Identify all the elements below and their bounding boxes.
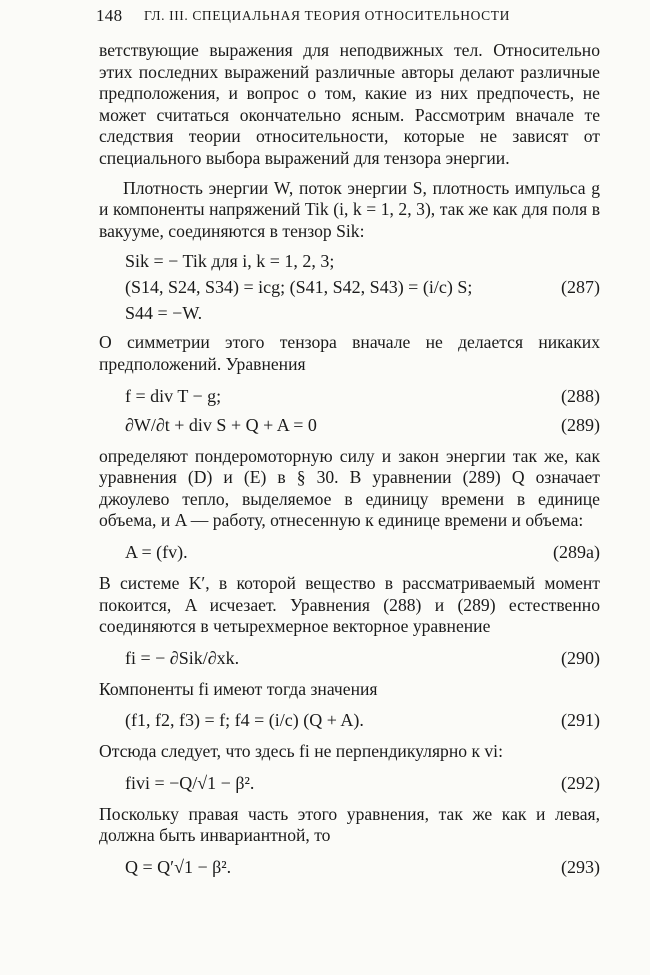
paragraph-3: О симметрии этого тензора вначале не делается никаких предположений. Уравнения — [99, 332, 600, 374]
equation-number-289a: (289a) — [553, 541, 600, 562]
paragraph-8: Поскольку правая часть этого уравнения, так же как и левая, должна быть инвариантной, то — [99, 803, 600, 846]
paragraph-2: Плотность энергии W, поток энергии S, плотность импульса g и компоненты напряжений Tik (i, k = 1, 2, 3), так же как для поля в вакууме, соединяются в тензор Sik: — [99, 177, 600, 241]
equation-number-290: (290) — [561, 647, 600, 668]
running-title: ГЛ. III. СПЕЦИАЛЬНАЯ ТЕОРИЯ ОТНОСИТЕЛЬНОСТИ — [144, 8, 510, 23]
page-header — [96, 6, 596, 30]
paragraph-5: В системе K′, в которой вещество в рассматриваемый момент покоится, A исчезает. Уравнения (288) и (289) естественно соединяются в четырехмерное векторное уравнение — [99, 572, 600, 637]
equation-number-288: (288) — [561, 385, 600, 406]
equation-290: fi = − ∂Sik/∂xk. — [125, 647, 240, 668]
paragraph-6: Компоненты fi имеют тогда значения — [99, 678, 378, 699]
equation-287-c: S44 = −W. — [125, 303, 203, 324]
equation-287-b: (S14, S24, S34) = icg; (S41, S42, S43) = (i/c) S; — [125, 277, 473, 298]
equation-289: ∂W/∂t + div S + Q + A = 0 — [125, 414, 317, 435]
equation-293-row — [125, 853, 600, 882]
equation-290-row — [125, 644, 600, 673]
page-number: 148 — [96, 6, 123, 25]
equation-number-289: (289) — [561, 414, 600, 435]
equation-291-row — [125, 706, 600, 735]
paragraph-1: ветствующие выражения для неподвижных тел. Относительно этих последних выражений различные авторы делают различные предположения, и вопрос о том, какие из них предпочесть, не может считаться окончательно ясным. Рассмотрим вначале те следствия теории относительности, которые не зависят от специального выбора выражений для тензора энергии. — [99, 40, 600, 168]
equation-289-row — [125, 411, 600, 440]
equation-287-line-2 — [125, 274, 600, 300]
equation-group-287 — [125, 248, 600, 326]
equation-number-292: (292) — [561, 772, 600, 793]
page-body — [99, 40, 600, 888]
equation-group-288-289 — [125, 382, 600, 440]
equation-number-287: (287) — [561, 277, 600, 298]
equation-group-293 — [125, 853, 600, 882]
equation-group-290 — [125, 644, 600, 673]
equation-289a-row — [125, 538, 600, 567]
equation-287-a: Sik = − Tik для i, k = 1, 2, 3; — [125, 251, 335, 272]
equation-number-293: (293) — [561, 857, 600, 878]
equation-288-row — [125, 382, 600, 411]
equation-292-row — [125, 769, 600, 798]
equation-293: Q = Q′√1 − β². — [125, 857, 232, 878]
equation-group-289a — [125, 538, 600, 567]
paragraph-4: определяют пондеромоторную силу и закон энергии так же, как уравнения (D) и (E) в § 30. В уравнении (289) Q означает джоулево тепло, выделяемое в единицу времени в единице объема, и A — работу, отнесенную к единице времени и объема: — [99, 445, 600, 531]
equation-287-line-1 — [125, 248, 600, 274]
equation-292: fivi = −Q/√1 − β². — [125, 772, 255, 793]
equation-291: (f1, f2, f3) = f; f4 = (i/c) (Q + A). — [125, 710, 364, 731]
equation-group-291 — [125, 706, 600, 735]
paragraph-7: Отсюда следует, что здесь fi не перпендикулярно к vi: — [99, 741, 503, 762]
equation-number-291: (291) — [561, 710, 600, 731]
equation-group-292 — [125, 769, 600, 798]
equation-289a: A = (fv). — [125, 541, 188, 562]
equation-288: f = div T − g; — [125, 385, 222, 406]
equation-287-line-3 — [125, 300, 600, 326]
